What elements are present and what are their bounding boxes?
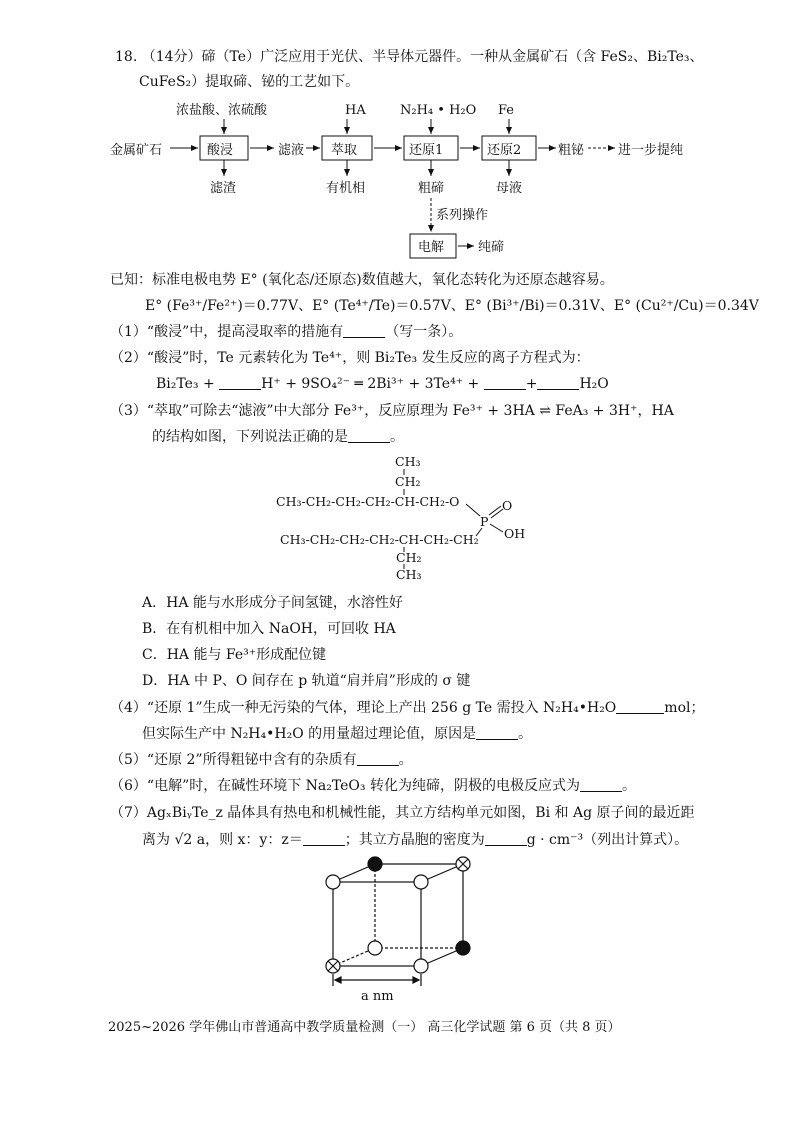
q3-option-b[interactable]: B．在有机相中加入 NaOH，可回收 HA <box>142 621 396 637</box>
q7-line2-b: ；其立方晶胞的密度为 <box>344 832 485 848</box>
q1-answer-blank[interactable] <box>343 323 385 338</box>
q5-line <box>110 750 413 770</box>
q3-answer-blank[interactable] <box>348 428 390 443</box>
struct-lower-chain: CH₃-CH₂-CH₂-CH₂-CH-CH₂-CH₂ <box>280 532 479 547</box>
atom-back-top-left-filled <box>368 857 382 871</box>
flow-mid1: 滤液 <box>278 143 305 158</box>
q7-line1: （7）AgₓBiᵧTe_z 晶体具有热电和机械性能，其立方结构单元如图，Bi 和 Ag 原子间的最近距 <box>110 805 695 821</box>
q3-line2-prefix: 的结构如图，下列说法正确的是 <box>152 429 348 445</box>
q2-eq-c: + <box>525 376 538 392</box>
q7-line2-c: g · cm⁻³（列出计算式）。 <box>526 832 689 848</box>
struct-o-double: O <box>502 498 513 513</box>
flow-end2: 进一步提纯 <box>618 143 684 158</box>
q6-answer-blank[interactable] <box>580 777 622 792</box>
q5-answer-blank[interactable] <box>357 751 399 766</box>
q3-option-a[interactable]: A．HA 能与水形成分子间氢键，水溶性好 <box>142 595 403 611</box>
page-footer: 2025~2026 学年佛山市普通高中教学质量检测（一） 高三化学试题 第 6 页（共 8 页） <box>108 1020 621 1035</box>
q2-eq-d: H₂O <box>579 376 609 392</box>
q4-blank-reason[interactable] <box>476 725 518 740</box>
box1-label: 酸浸 <box>207 143 234 158</box>
atom-front-bottom-right <box>414 959 428 973</box>
q4-line2 <box>142 724 532 744</box>
bond-o-p <box>466 504 480 516</box>
box1-output: 滤渣 <box>210 181 237 196</box>
q4-line2-suffix: 。 <box>518 726 533 742</box>
struct-top-ch3: CH₃ <box>395 454 421 469</box>
q2-line1: （2）“酸浸”时，Te 元素转化为 Te⁴⁺，则 Bi₂Te₃ 发生反应的离子方程式为： <box>110 350 590 366</box>
known-line1: 已知：标准电极电势 E° (氧化态/还原态)数值越大，氧化态转化为还原态越容易。 <box>110 272 614 288</box>
question-number: 18. <box>115 49 138 65</box>
q7-line2 <box>142 830 688 850</box>
struct-oh: OH <box>504 526 526 541</box>
question-intro-text: 碲（Te）广泛应用于光伏、半导体元器件。一种从金属矿石（含 FeS₂、Bi₂Te₃、 <box>201 49 704 65</box>
q2-blank-h[interactable] <box>219 375 261 390</box>
struct-bottom-ch3: CH₃ <box>396 567 422 582</box>
box5-label: 电解 <box>418 240 445 255</box>
question-intro-line2: CuFeS₂）提取碲、铋的工艺如下。 <box>139 74 360 90</box>
atom-back-bottom-right-filled <box>456 941 470 955</box>
q6-line <box>110 776 636 796</box>
q6-suffix: 。 <box>621 778 636 794</box>
flow-start: 金属矿石 <box>110 143 163 158</box>
box3-label: 还原1 <box>409 143 444 158</box>
atom-front-top-left <box>326 875 340 889</box>
box5-output: 纯碲 <box>478 240 505 255</box>
q1-prefix: （1）“酸浸”中，提高浸取率的措施有 <box>110 324 344 340</box>
q7-blank-density[interactable] <box>485 831 527 846</box>
box2-output: 有机相 <box>326 181 366 196</box>
q4-line1-prefix: （4）“还原 1”生成一种无污染的气体，理论上产出 256 g Te 需投入 N₂H₄•H₂O <box>110 700 617 716</box>
struct-bottom-ch2: CH₂ <box>396 550 422 565</box>
box4-label: 还原2 <box>487 143 522 158</box>
box4-output: 母液 <box>496 181 523 196</box>
q3-option-c[interactable]: C．HA 能与 Fe³⁺形成配位键 <box>142 647 327 663</box>
unit-cell-diagram <box>315 852 475 1004</box>
q4-line1-suffix: mol； <box>664 700 705 716</box>
q2-eq-b: H⁺ + 9SO₄²⁻ ═ 2Bi³⁺ + 3Te⁴⁺ + <box>261 376 480 392</box>
box2-reagent: HA <box>345 103 366 118</box>
question-intro-line1 <box>115 47 704 67</box>
dimension-label: a nm <box>361 989 394 1004</box>
struct-top-ch2: CH₂ <box>395 474 421 489</box>
flow-end1: 粗铋 <box>558 143 585 158</box>
q2-equation <box>156 374 609 394</box>
q5-suffix: 。 <box>398 752 413 768</box>
q2-eq-a: Bi₂Te₃ + <box>156 376 215 392</box>
question-points: （14分） <box>141 49 202 65</box>
q3-option-d[interactable]: D．HA 中 P、O 间存在 p 轨道“肩并肩”形成的 σ 键 <box>142 673 471 689</box>
known-line2: E° (Fe³⁺/Fe²⁺)＝0.77V、E° (Te⁴⁺/Te)＝0.57V、E° (Bi³⁺/Bi)＝0.31V、E° (Cu²⁺/Cu)＝0.34V <box>145 298 759 314</box>
q4-line2-prefix: 但实际生产中 N₂H₄•H₂O 的用量超过理论值，原因是 <box>142 726 477 742</box>
q5-prefix: （5）“还原 2”所得粗铋中含有的杂质有 <box>110 752 357 768</box>
q4-line1 <box>110 698 704 718</box>
q7-blank-ratio[interactable] <box>303 831 345 846</box>
bond-p-o-double-b <box>491 509 503 518</box>
q7-line2-a: 离为 √2 a，则 x：y：z＝ <box>142 832 303 848</box>
box3-reagent: N₂H₄ • H₂O <box>400 103 477 118</box>
q6-prefix: （6）“电解”时，在碱性环境下 Na₂TeO₃ 转化为纯碲，阴极的电极反应式为 <box>110 778 580 794</box>
q4-blank-mol[interactable] <box>616 699 664 714</box>
ha-structure-diagram <box>270 452 560 582</box>
q2-blank-water[interactable] <box>537 375 579 390</box>
box3-output: 粗碲 <box>418 181 445 196</box>
q1-line <box>110 322 462 342</box>
q3-line2 <box>152 427 404 447</box>
process-flow-diagram <box>110 98 710 263</box>
atom-front-top-right <box>414 875 428 889</box>
struct-p: P <box>480 514 489 529</box>
box1-reagent: 浓盐酸、浓硫酸 <box>176 103 268 118</box>
atom-back-bottom-left <box>368 941 382 955</box>
q3-line1: （3）“萃取”可除去“滤液”中大部分 Fe³⁺，反应原理为 Fe³⁺ + 3HA ⇌ FeA₃ + 3H⁺，HA <box>110 403 674 419</box>
q1-suffix: （写一条）。 <box>385 324 463 340</box>
q3-line2-suffix: 。 <box>390 429 404 445</box>
box2-label: 萃取 <box>331 143 358 158</box>
box4-reagent: Fe <box>498 103 515 118</box>
struct-upper-chain: CH₃-CH₂-CH₂-CH₂-CH-CH₂-O <box>276 494 460 509</box>
bond-p-oh <box>490 524 503 532</box>
q2-blank-product1[interactable] <box>484 375 526 390</box>
bond-p-o-double-a <box>489 506 501 515</box>
series-operation-label: 系列操作 <box>436 208 489 223</box>
